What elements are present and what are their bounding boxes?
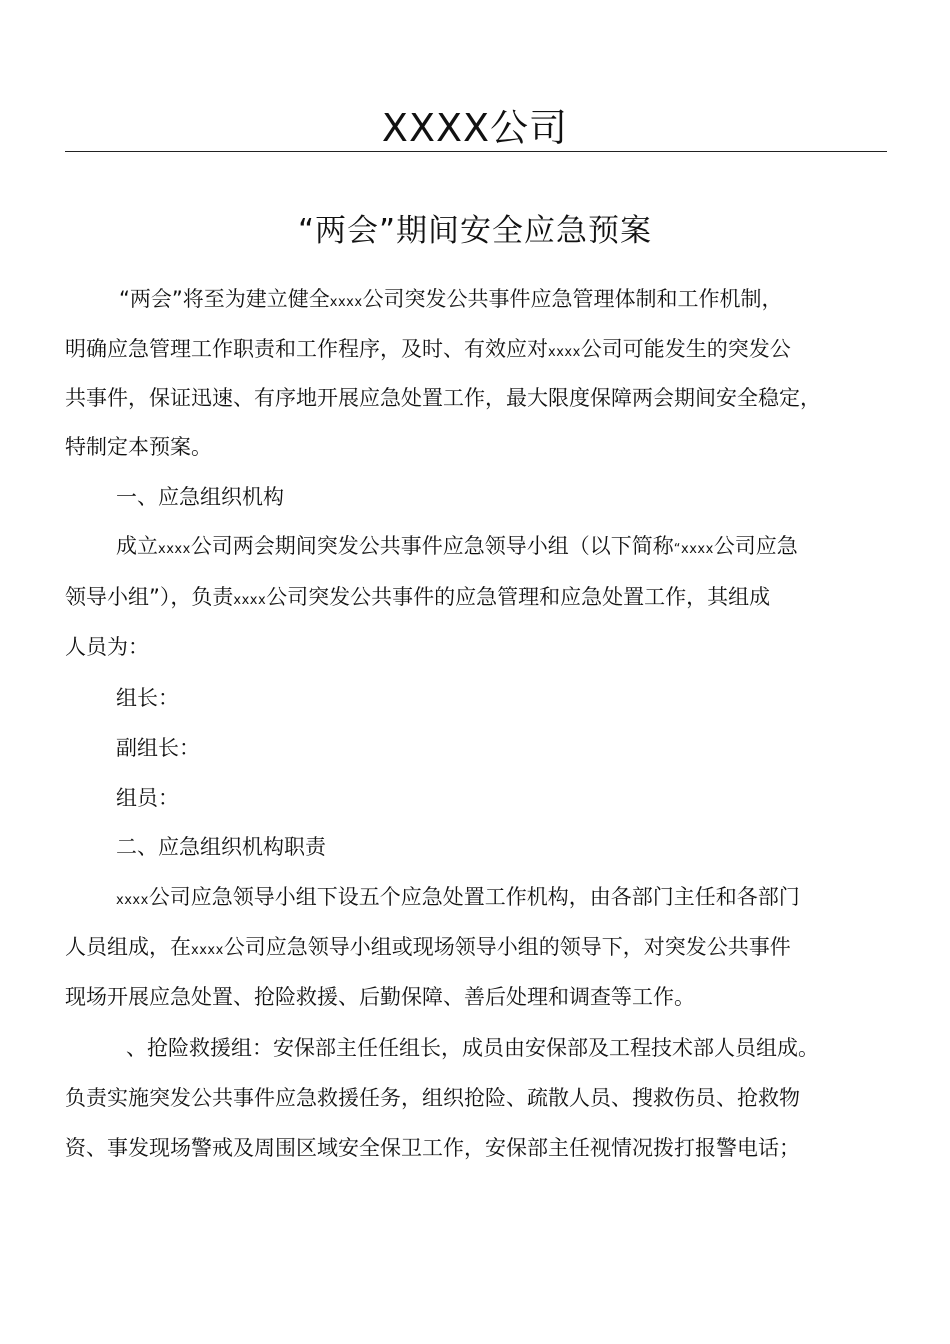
company-header: XXXX公司 bbox=[381, 106, 569, 150]
intro-line-2: 明确应急管理工作职责和工作程序，及时、有效应对xxxx公司可能发生的突发公 bbox=[65, 337, 791, 361]
section-2-line-1: xxxx公司应急领导小组下设五个应急处置工作机构，由各部门主任和各部门 bbox=[116, 885, 800, 909]
rescue-group-line-3: 资、事发现场警戒及周围区域安全保卫工作，安保部主任视情况拨打报警电话； bbox=[65, 1136, 800, 1160]
section-1-line-1: 成立xxxx公司两会期间突发公共事件应急领导小组（以下简称“xxxx公司应急 bbox=[116, 534, 798, 558]
intro-line-1: “两会”将至为建立健全xxxx公司突发公共事件应急管理体制和工作机制， bbox=[119, 287, 783, 311]
section-1-line-3: 人员为： bbox=[65, 635, 149, 659]
role-members: 组员： bbox=[116, 786, 179, 810]
rescue-group-line-1: 、抢险救援组：安保部主任任组长，成员由安保部及工程技术部人员组成。 bbox=[126, 1036, 819, 1060]
document-title: “两会”期间安全应急预案 bbox=[297, 213, 653, 249]
role-leader: 组长： bbox=[116, 686, 179, 710]
section-2-line-3: 现场开展应急处置、抢险救援、后勤保障、善后处理和调查等工作。 bbox=[65, 985, 695, 1009]
section-1-line-2: 领导小组”），负责xxxx公司突发公共事件的应急管理和应急处置工作，其组成 bbox=[65, 585, 771, 609]
section-2-line-2: 人员组成，在xxxx公司应急领导小组或现场领导小组的领导下，对突发公共事件 bbox=[65, 935, 791, 959]
header-divider bbox=[65, 151, 887, 152]
intro-line-3: 共事件，保证迅速、有序地开展应急处置工作，最大限度保障两会期间安全稳定， bbox=[65, 386, 821, 410]
section-1-heading: 一、应急组织机构 bbox=[116, 485, 284, 509]
section-2-heading: 二、应急组织机构职责 bbox=[116, 835, 326, 859]
role-deputy-leader: 副组长： bbox=[116, 736, 200, 760]
intro-line-4: 特制定本预案。 bbox=[65, 435, 212, 459]
rescue-group-line-2: 负责实施突发公共事件应急救援任务，组织抢险、疏散人员、搜救伤员、抢救物 bbox=[65, 1086, 800, 1110]
